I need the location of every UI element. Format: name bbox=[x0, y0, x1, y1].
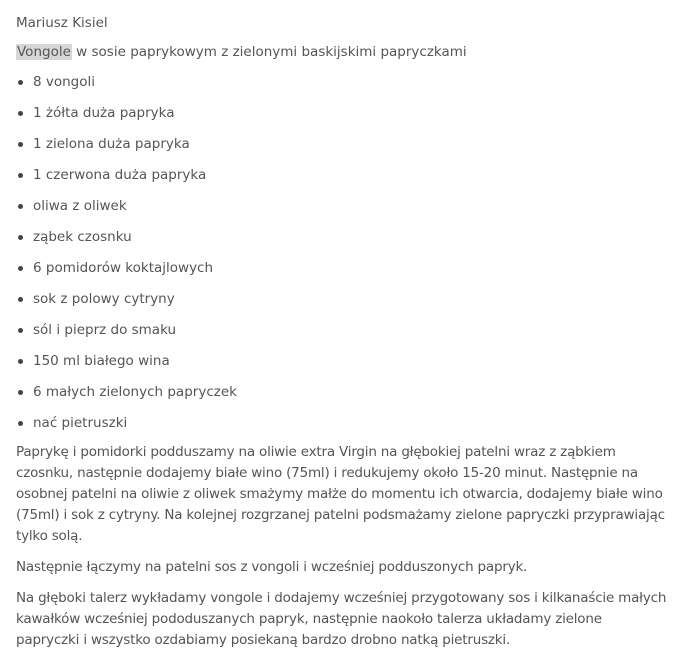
list-item: 1 żółta duża papryka bbox=[16, 98, 667, 129]
list-item: 150 ml białego wina bbox=[16, 346, 667, 377]
list-item: 6 małych zielonych papryczek bbox=[16, 377, 667, 408]
list-item: 8 vongoli bbox=[16, 67, 667, 98]
list-item: 6 pomidorów koktajlowych bbox=[16, 253, 667, 284]
instructions-paragraph-1: Paprykę i pomidorki podduszamy na oliwie extra Virgin na głębokiej patelni wraz z ząbkiem czosnku, następnie dodajemy białe wino (75ml) i redukujemy około 15-20 minut. Następnie na osobnej patelni na oliwie z oliwek smażymy małże do momentu ich otwarcia, dodajemy białe wino (75ml) i sok z cytryny. Na kolejnej rozgrzanej patelni podsmażamy zielone papryczki przyprawiając tylko solą. bbox=[16, 444, 665, 544]
instructions-paragraph-3: Na głęboki talerz wykładamy vongole i dodajemy wcześniej przygotowany sos i kilkanaście małych kawałków wcześniej pododuszanych papryk, następnie naokoło talerza układamy zielone papryczki i wszystko ozdabiamy posiekaną bardzo drobno natką pietruszki. bbox=[16, 590, 667, 648]
ingredient-list bbox=[16, 67, 667, 439]
list-item: 1 czerwona duża papryka bbox=[16, 160, 667, 191]
instructions-paragraph-2: Następnie łączymy na patelni sos z vongoli i wcześniej podduszonych papryk. bbox=[16, 559, 528, 575]
list-item: sok z polowy cytryny bbox=[16, 284, 667, 315]
title-highlighted-word[interactable]: Vongole bbox=[17, 44, 71, 60]
title-rest: w sosie paprykowym z zielonymi baskijskimi papryczkami bbox=[71, 44, 467, 60]
recipe-title bbox=[16, 42, 667, 63]
list-item: oliwa z oliwek bbox=[16, 191, 667, 222]
list-item: ząbek czosnku bbox=[16, 222, 667, 253]
list-item: sól i pieprz do smaku bbox=[16, 315, 667, 346]
list-item: 1 zielona duża papryka bbox=[16, 129, 667, 160]
author-name: Mariusz Kisiel bbox=[16, 15, 108, 31]
list-item: nać pietruszki bbox=[16, 408, 667, 439]
